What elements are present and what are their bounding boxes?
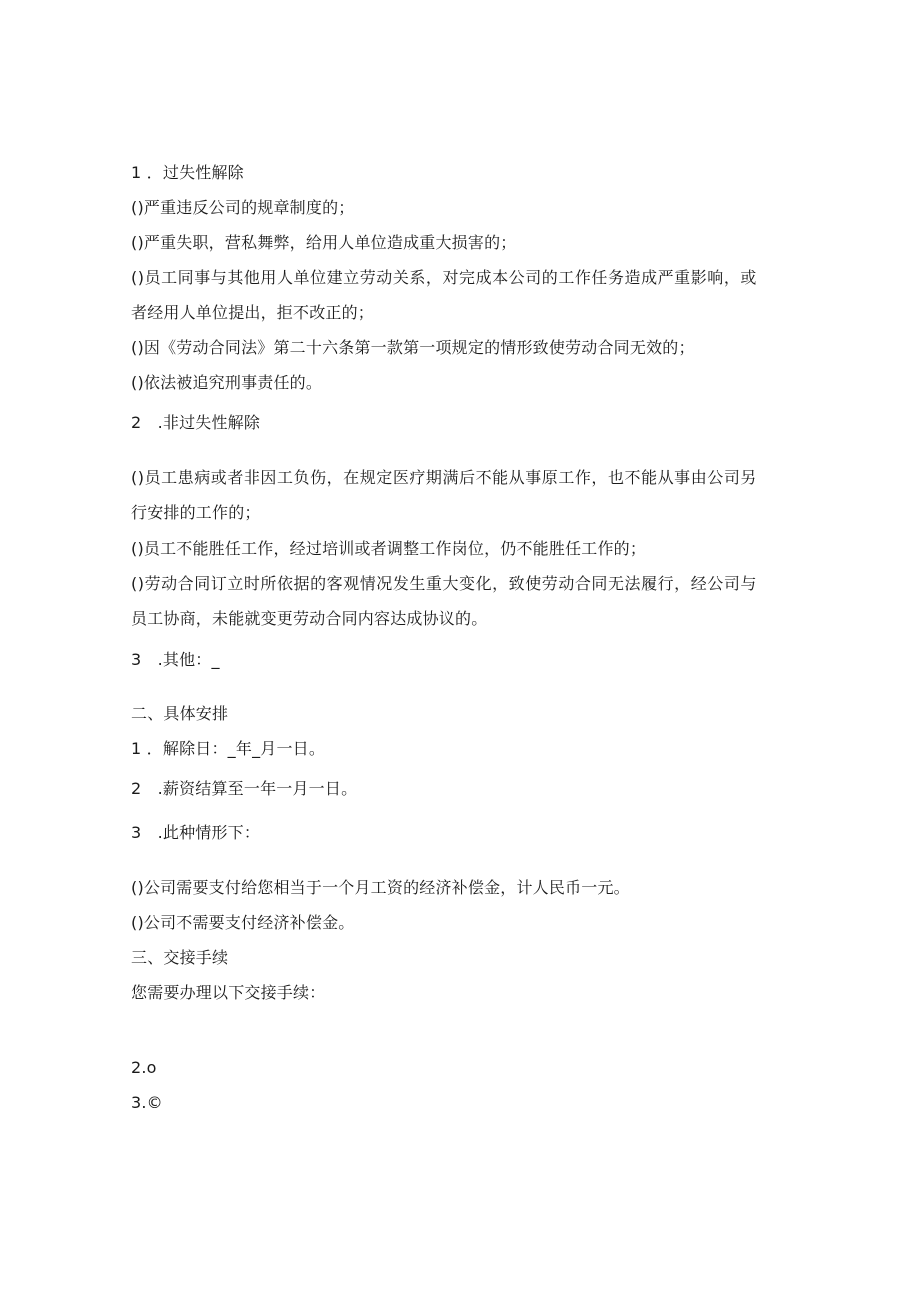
section1-item-1: ()严重违反公司的规章制度的； (131, 198, 355, 217)
compensation-option-2: ()公司不需要支付经济补偿金。 (131, 913, 355, 932)
section3-heading: 3 .其他：_ (131, 650, 220, 669)
dismissal-date-line: 1 ．解除日：_年_月一日。 (131, 739, 326, 758)
section1-item-3: ()员工同事与其他用人单位建立劳动关系，对完成本公司的工作任务造成严重影响，或 (131, 268, 757, 287)
section1-item-3-cont: 者经用人单位提出，拒不改正的； (131, 303, 375, 322)
circumstance-line: 3 .此种情形下： (131, 823, 261, 842)
section1-heading: 1 ．过失性解除 (131, 163, 244, 182)
handover-item-2: 2.o (131, 1058, 157, 1077)
section2-item-2: ()员工不能胜任工作，经过培训或者调整工作岗位，仍不能胜任工作的； (131, 539, 647, 558)
section1-item-2: ()严重失职，营私舞弊，给用人单位造成重大损害的； (131, 233, 517, 252)
section1-item-4: ()因《劳动合同法》第二十六条第一款第一项规定的情形致使劳动合同无效的； (131, 338, 695, 357)
section2-item-3-cont: 员工协商，未能就变更劳动合同内容达成协议的。 (131, 609, 488, 628)
section2-item-1-cont: 行安排的工作的； (131, 503, 261, 522)
handover-item-3: 3.© (131, 1093, 163, 1112)
section2-item-1: ()员工患病或者非因工负伤，在规定医疗期满后不能从事原工作，也不能从事由公司另 (131, 468, 757, 487)
part2-heading: 二、具体安排 (131, 704, 229, 723)
part3-heading: 三、交接手续 (131, 948, 229, 967)
section1-item-5: ()依法被追究刑事责任的。 (131, 373, 323, 392)
handover-intro: 您需要办理以下交接手续： (131, 983, 326, 1002)
section2-heading: 2 .非过失性解除 (131, 413, 261, 432)
compensation-option-1: ()公司需要支付给您相当于一个月工资的经济补偿金，计人民币一元。 (131, 878, 630, 897)
section2-item-3: ()劳动合同订立时所依据的客观情况发生重大变化，致使劳动合同无法履行，经公司与 (131, 574, 757, 593)
salary-settlement-line: 2 .薪资结算至一年一月一日。 (131, 779, 358, 798)
